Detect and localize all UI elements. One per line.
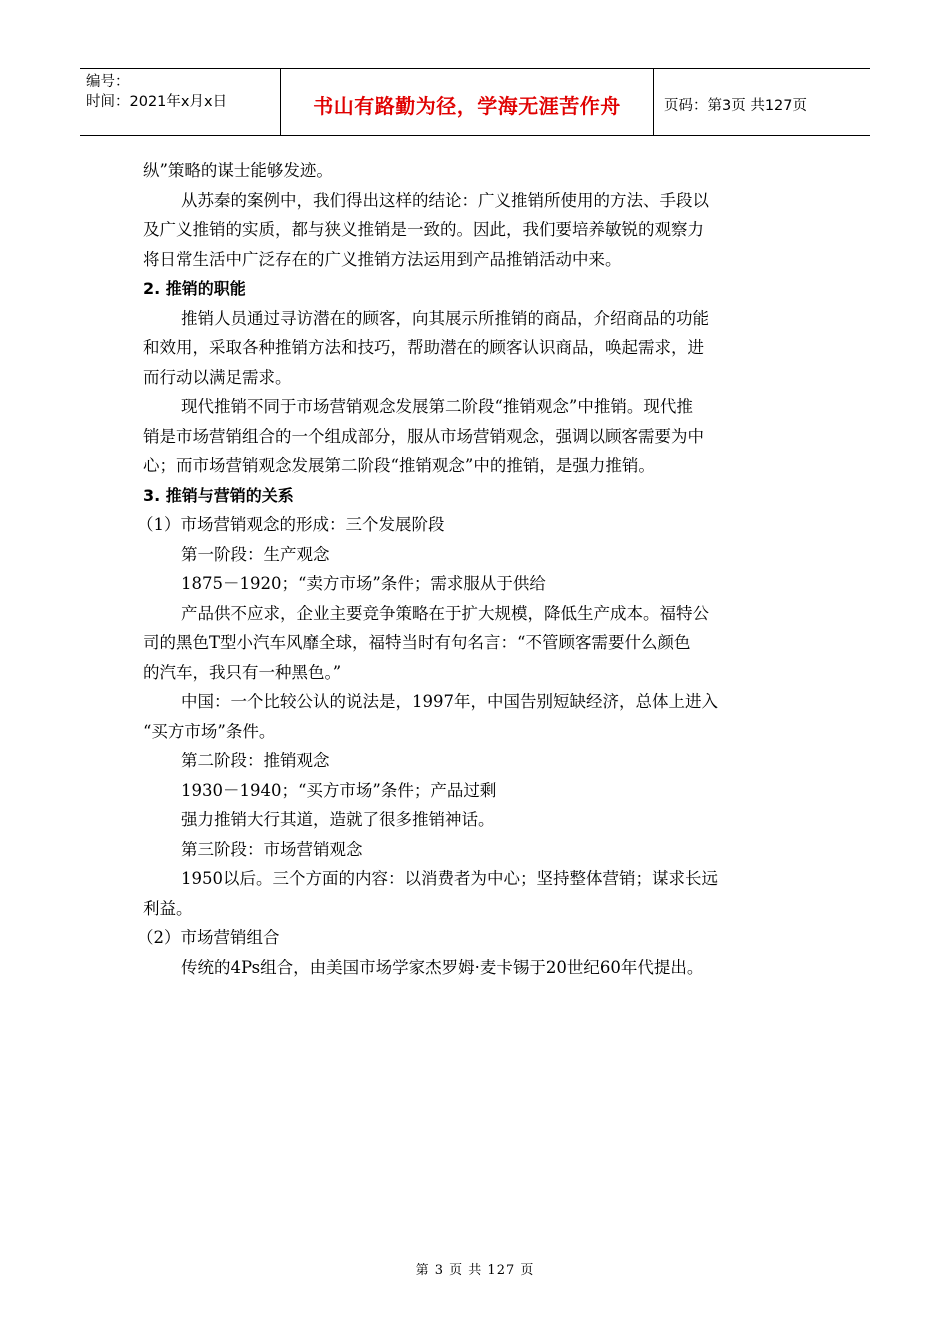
paragraph-line: 从苏秦的案例中，我们得出这样的结论：广义推销所使用的方法、手段以 [181, 190, 709, 210]
paragraph-line: 1875－1920；“卖方市场”条件；需求服从于供给 [181, 574, 546, 593]
paragraph-line: 中国：一个比较公认的说法是，1997年，中国告别短缺经济，总体上进入 [181, 692, 718, 711]
document-number-label: 编号： [86, 74, 130, 90]
paragraph-line: 的汽车，我只有一种黑色。” [143, 662, 342, 682]
paragraph-line: 第二阶段：推销观念 [181, 751, 330, 770]
paragraph-line: 利益。 [143, 898, 193, 918]
paragraph-line: 强力推销大行其道，造就了很多推销神话。 [181, 810, 495, 829]
header-page-info: 页码：第3页 共127页 [664, 97, 808, 114]
document-date-label: 时间：2021年x月x日 [86, 94, 228, 110]
paragraph-line: 和效用，采取各种推销方法和技巧，帮助潜在的顾客认识商品，唤起需求，进 [143, 338, 704, 357]
paragraph-line: 将日常生活中广泛存在的广义推销方法运用到产品推销活动中来。 [143, 249, 622, 269]
subsection-heading: （2）市场营销组合 [137, 928, 280, 947]
paragraph-line: 第三阶段：市场营销观念 [181, 839, 363, 859]
paragraph-line: 推销人员通过寻访潜在的顾客，向其展示所推销的商品，介绍商品的功能 [181, 308, 709, 328]
page-footer [0, 1259, 950, 1278]
header-motto-cell [281, 69, 654, 135]
paragraph-line: 而行动以满足需求。 [143, 367, 292, 387]
paragraph-line: 第一阶段：生产观念 [181, 544, 330, 564]
section-heading: 3. 推销与营销的关系 [143, 485, 294, 505]
paragraph-line: 销是市场营销组合的一个组成部分，服从市场营销观念，强调以顾客需要为中 [143, 426, 704, 446]
paragraph-line: 现代推销不同于市场营销观念发展第二阶段“推销观念”中推销。现代推 [181, 397, 693, 416]
header-page-cell [654, 69, 870, 135]
paragraph-line: “买方市场”条件。 [143, 721, 276, 741]
page-header [80, 68, 870, 136]
header-motto: 书山有路勤为径，学海无涯苦作舟 [313, 93, 621, 118]
header-meta-cell [80, 69, 281, 135]
paragraph-line: 司的黑色T型小汽车风靡全球，福特当时有句名言：“不管顾客需要什么颜色 [143, 633, 691, 652]
subsection-heading: （1）市场营销观念的形成：三个发展阶段 [137, 515, 445, 534]
footer-page-number: 第 3 页 共 127 页 [415, 1263, 535, 1278]
paragraph-line: 1950以后。三个方面的内容：以消费者为中心；坚持整体营销；谋求长远 [181, 869, 718, 888]
paragraph-line: 产品供不应求，企业主要竞争策略在于扩大规模，降低生产成本。福特公 [181, 603, 709, 623]
document-body [137, 156, 813, 982]
paragraph-line: 纵”策略的谋士能够发迹。 [143, 161, 333, 180]
paragraph-line: 1930－1940；“买方市场”条件；产品过剩 [181, 780, 497, 800]
paragraph-line: 及广义推销的实质，都与狭义推销是一致的。因此，我们要培养敏锐的观察力 [143, 220, 704, 239]
paragraph-line: 心；而市场营销观念发展第二阶段“推销观念”中的推销，是强力推销。 [143, 456, 655, 475]
section-heading: 2. 推销的职能 [143, 279, 246, 298]
paragraph-line: 传统的4Ps组合，由美国市场学家杰罗姆·麦卡锡于20世纪60年代提出。 [181, 957, 704, 977]
